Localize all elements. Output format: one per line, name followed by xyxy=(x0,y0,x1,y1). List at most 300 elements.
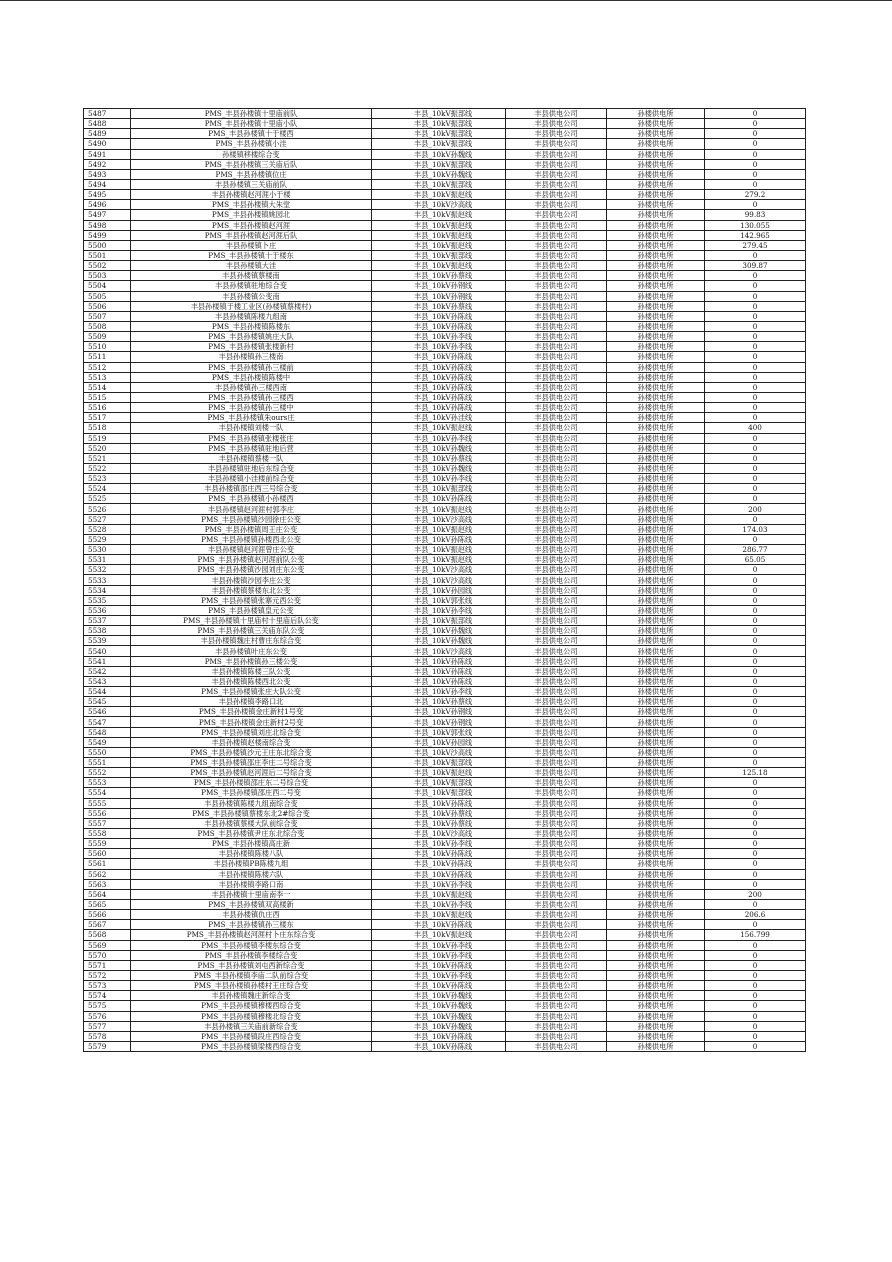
feeder-line-cell: 丰县_10kV振赵线 xyxy=(372,545,506,555)
feeder-line-cell: 丰县_10kV孙魏线 xyxy=(372,169,506,179)
power-company-cell: 丰县供电公司 xyxy=(506,413,607,423)
feeder-line-cell: 丰县_10kV沙高线 xyxy=(372,646,506,656)
table-row xyxy=(84,758,806,768)
table-row xyxy=(84,707,806,717)
power-station-cell: 孙楼供电所 xyxy=(607,352,705,362)
table-row xyxy=(84,311,806,321)
feeder-line-cell: 丰县_10kV孙魏线 xyxy=(372,991,506,1001)
capacity-value-cell: 0 xyxy=(705,311,806,321)
transformer-name-cell: 丰县孙楼镇三关庙前新综合变 xyxy=(131,1021,372,1031)
transformer-name-cell: 丰县孙楼镇李路口南 xyxy=(131,879,372,889)
row-number-cell: 5508 xyxy=(84,321,131,331)
power-company-cell: 丰县供电公司 xyxy=(506,109,607,119)
row-number-cell: 5571 xyxy=(84,960,131,970)
power-company-cell: 丰县供电公司 xyxy=(506,869,607,879)
power-station-cell: 孙楼供电所 xyxy=(607,991,705,1001)
power-company-cell: 丰县供电公司 xyxy=(506,717,607,727)
power-company-cell: 丰县供电公司 xyxy=(506,342,607,352)
table-row xyxy=(84,899,806,909)
power-company-cell: 丰县供电公司 xyxy=(506,595,607,605)
capacity-value-cell: 0 xyxy=(705,869,806,879)
table-row xyxy=(84,504,806,514)
row-number-cell: 5564 xyxy=(84,889,131,899)
table-row xyxy=(84,778,806,788)
row-number-cell: 5556 xyxy=(84,808,131,818)
row-number-cell: 5535 xyxy=(84,595,131,605)
table-row xyxy=(84,970,806,980)
power-company-cell: 丰县供电公司 xyxy=(506,889,607,899)
row-number-cell: 5574 xyxy=(84,991,131,1001)
capacity-value-cell: 0 xyxy=(705,828,806,838)
table-row xyxy=(84,382,806,392)
power-station-cell: 孙楼供电所 xyxy=(607,1041,705,1051)
feeder-line-cell: 丰县_10kV孙蔡线 xyxy=(372,271,506,281)
power-company-cell: 丰县供电公司 xyxy=(506,281,607,291)
row-number-cell: 5567 xyxy=(84,920,131,930)
capacity-value-cell: 0 xyxy=(705,271,806,281)
power-station-cell: 孙楼供电所 xyxy=(607,321,705,331)
capacity-value-cell: 0 xyxy=(705,392,806,402)
transformer-name-cell: 丰县孙楼镇PB陈楼九组 xyxy=(131,859,372,869)
transformer-name-cell: 丰县孙楼镇叶庄东公变 xyxy=(131,646,372,656)
transformer-name-cell: 丰县孙楼镇陈楼六队 xyxy=(131,869,372,879)
power-station-cell: 孙楼供电所 xyxy=(607,139,705,149)
transformer-name-cell: 丰县孙楼镇孙三楼西南 xyxy=(131,382,372,392)
feeder-line-cell: 丰县_10kV振部线 xyxy=(372,616,506,626)
table-row xyxy=(84,271,806,281)
capacity-value-cell: 0 xyxy=(705,717,806,727)
transformer-name-cell: PMS_丰县孙楼镇皇元公变 xyxy=(131,605,372,615)
table-row xyxy=(84,889,806,899)
capacity-value-cell: 0 xyxy=(705,1021,806,1031)
power-company-cell: 丰县供电公司 xyxy=(506,970,607,980)
power-company-cell: 丰县供电公司 xyxy=(506,768,607,778)
power-company-cell: 丰县供电公司 xyxy=(506,626,607,636)
power-station-cell: 孙楼供电所 xyxy=(607,433,705,443)
table-row xyxy=(84,808,806,818)
capacity-value-cell: 0 xyxy=(705,1011,806,1021)
transformer-name-cell: 丰县孙楼镇李路口北 xyxy=(131,697,372,707)
power-company-cell: 丰县供电公司 xyxy=(506,656,607,666)
capacity-value-cell: 0 xyxy=(705,372,806,382)
row-number-cell: 5576 xyxy=(84,1011,131,1021)
feeder-line-cell: 丰县_10kV孙蔡线 xyxy=(372,301,506,311)
table-row xyxy=(84,230,806,240)
capacity-value-cell: 0 xyxy=(705,443,806,453)
feeder-line-cell: 丰县_10kV孙钢线 xyxy=(372,717,506,727)
power-company-cell: 丰县供电公司 xyxy=(506,453,607,463)
capacity-value-cell: 0 xyxy=(705,656,806,666)
power-station-cell: 孙楼供电所 xyxy=(607,1011,705,1021)
capacity-value-cell: 309.87 xyxy=(705,261,806,271)
transformer-name-cell: 丰县孙楼镇孙三楼南 xyxy=(131,352,372,362)
feeder-line-cell: 丰县_10kV孙魏线 xyxy=(372,1011,506,1021)
power-station-cell: 孙楼供电所 xyxy=(607,291,705,301)
capacity-value-cell: 0 xyxy=(705,697,806,707)
transformer-name-cell: PMS_丰县孙楼镇十于楼西 xyxy=(131,129,372,139)
table-body xyxy=(84,109,806,1052)
power-station-cell: 孙楼供电所 xyxy=(607,392,705,402)
capacity-value-cell: 0 xyxy=(705,778,806,788)
power-company-cell: 丰县供电公司 xyxy=(506,169,607,179)
table-row xyxy=(84,534,806,544)
transformer-name-cell: PMS_丰县孙楼镇孙三楼东 xyxy=(131,920,372,930)
row-number-cell: 5530 xyxy=(84,545,131,555)
power-station-cell: 孙楼供电所 xyxy=(607,717,705,727)
power-company-cell: 丰县供电公司 xyxy=(506,210,607,220)
power-station-cell: 孙楼供电所 xyxy=(607,849,705,859)
transformer-name-cell: PMS_丰县孙楼镇陈楼东 xyxy=(131,321,372,331)
power-company-cell: 丰县供电公司 xyxy=(506,534,607,544)
capacity-value-cell: 0 xyxy=(705,291,806,301)
power-station-cell: 孙楼供电所 xyxy=(607,453,705,463)
row-number-cell: 5552 xyxy=(84,768,131,778)
transformer-name-cell: PMS_丰县孙楼镇大朱堂 xyxy=(131,200,372,210)
power-company-cell: 丰县供电公司 xyxy=(506,524,607,534)
capacity-value-cell: 0 xyxy=(705,494,806,504)
transformer-name-cell: PMS_丰县孙楼镇位庄 xyxy=(131,169,372,179)
feeder-line-cell: 丰县_10kV振部线 xyxy=(372,139,506,149)
table-row xyxy=(84,737,806,747)
power-station-cell: 孙楼供电所 xyxy=(607,626,705,636)
power-station-cell: 孙楼供电所 xyxy=(607,169,705,179)
table-row xyxy=(84,139,806,149)
row-number-cell: 5568 xyxy=(84,930,131,940)
power-station-cell: 孙楼供电所 xyxy=(607,808,705,818)
table-row xyxy=(84,646,806,656)
power-station-cell: 孙楼供电所 xyxy=(607,1031,705,1041)
capacity-value-cell: 0 xyxy=(705,565,806,575)
power-station-cell: 孙楼供电所 xyxy=(607,981,705,991)
table-row xyxy=(84,403,806,413)
transformer-name-cell: 丰县孙楼镇邵庄西三号综合变 xyxy=(131,484,372,494)
transformer-name-cell: PMS_丰县孙楼镇孙三楼前 xyxy=(131,362,372,372)
row-number-cell: 5504 xyxy=(84,281,131,291)
power-station-cell: 孙楼供电所 xyxy=(607,129,705,139)
feeder-line-cell: 丰县_10kV孙李线 xyxy=(372,950,506,960)
row-number-cell: 5557 xyxy=(84,818,131,828)
transformer-name-cell: 丰县孙楼镇仇庄西 xyxy=(131,910,372,920)
power-company-cell: 丰县供电公司 xyxy=(506,382,607,392)
row-number-cell: 5495 xyxy=(84,190,131,200)
capacity-value-cell: 174.03 xyxy=(705,524,806,534)
power-company-cell: 丰县供电公司 xyxy=(506,159,607,169)
capacity-value-cell: 0 xyxy=(705,616,806,626)
capacity-value-cell: 400 xyxy=(705,423,806,433)
table-row xyxy=(84,200,806,210)
transformer-name-cell: 丰县孙楼镇卜庄 xyxy=(131,240,372,250)
capacity-value-cell: 156.799 xyxy=(705,930,806,940)
transformer-name-cell: PMS_丰县孙楼镇赵河涯村卜庄东综合变 xyxy=(131,930,372,940)
feeder-line-cell: 丰县_10kV孙蔡线 xyxy=(372,453,506,463)
power-station-cell: 孙楼供电所 xyxy=(607,271,705,281)
feeder-line-cell: 丰县_10kV沙高线 xyxy=(372,565,506,575)
power-company-cell: 丰县供电公司 xyxy=(506,311,607,321)
power-station-cell: 孙楼供电所 xyxy=(607,899,705,909)
power-station-cell: 孙楼供电所 xyxy=(607,230,705,240)
transformer-name-cell: PMS_丰县孙楼镇赵河涯 xyxy=(131,220,372,230)
capacity-value-cell: 0 xyxy=(705,109,806,119)
capacity-value-cell: 0 xyxy=(705,139,806,149)
capacity-value-cell: 0 xyxy=(705,808,806,818)
transformer-name-cell: PMS_丰县孙楼镇沙元王庄东北综合变 xyxy=(131,747,372,757)
power-station-cell: 孙楼供电所 xyxy=(607,940,705,950)
feeder-line-cell: 丰县_10kV孙陈线 xyxy=(372,920,506,930)
row-number-cell: 5554 xyxy=(84,788,131,798)
feeder-line-cell: 丰县_10kV孙陈线 xyxy=(372,849,506,859)
feeder-line-cell: 丰县_10kV孙陈线 xyxy=(372,1041,506,1051)
transformer-name-cell: PMS_丰县孙楼镇姚庄大队 xyxy=(131,332,372,342)
power-station-cell: 孙楼供电所 xyxy=(607,545,705,555)
table-row xyxy=(84,220,806,230)
feeder-line-cell: 丰县_10kV孙园线 xyxy=(372,585,506,595)
power-station-cell: 孙楼供电所 xyxy=(607,443,705,453)
row-number-cell: 5579 xyxy=(84,1041,131,1051)
feeder-line-cell: 丰县_10kV孙陈线 xyxy=(372,382,506,392)
transformer-name-cell: PMS_丰县孙楼镇刘屯西新综合变 xyxy=(131,960,372,970)
transformer-name-cell: PMS_丰县孙楼镇蔡楼东北2#综合变 xyxy=(131,808,372,818)
row-number-cell: 5492 xyxy=(84,159,131,169)
table-row xyxy=(84,747,806,757)
transformer-name-cell: PMS_丰县孙楼镇张楼新村 xyxy=(131,342,372,352)
table-row xyxy=(84,423,806,433)
transformer-name-cell: PMS_丰县孙楼镇梁楼西综合变 xyxy=(131,1041,372,1051)
row-number-cell: 5542 xyxy=(84,666,131,676)
transformer-name-cell: 丰县孙楼镇刘楼一队 xyxy=(131,423,372,433)
capacity-value-cell: 0 xyxy=(705,646,806,656)
power-company-cell: 丰县供电公司 xyxy=(506,849,607,859)
capacity-value-cell: 0 xyxy=(705,839,806,849)
transformer-name-cell: 丰县孙楼镇陈楼西北公变 xyxy=(131,676,372,686)
feeder-line-cell: 丰县_10kV孙魏线 xyxy=(372,463,506,473)
capacity-value-cell: 0 xyxy=(705,119,806,129)
feeder-line-cell: 丰县_10kV孙李线 xyxy=(372,687,506,697)
power-company-cell: 丰县供电公司 xyxy=(506,291,607,301)
table-row xyxy=(84,301,806,311)
table-row xyxy=(84,636,806,646)
power-company-cell: 丰县供电公司 xyxy=(506,707,607,717)
table-row xyxy=(84,849,806,859)
transformer-name-cell: PMS_丰县孙楼镇段庄西综合变 xyxy=(131,1031,372,1041)
feeder-line-cell: 丰县_10kV孙陈线 xyxy=(372,534,506,544)
capacity-value-cell: 130.055 xyxy=(705,220,806,230)
feeder-line-cell: 丰县_10kV振部线 xyxy=(372,129,506,139)
row-number-cell: 5529 xyxy=(84,534,131,544)
capacity-value-cell: 0 xyxy=(705,940,806,950)
row-number-cell: 5513 xyxy=(84,372,131,382)
power-station-cell: 孙楼供电所 xyxy=(607,179,705,189)
row-number-cell: 5498 xyxy=(84,220,131,230)
table-row xyxy=(84,210,806,220)
capacity-value-cell: 0 xyxy=(705,636,806,646)
power-company-cell: 丰县供电公司 xyxy=(506,463,607,473)
power-company-cell: 丰县供电公司 xyxy=(506,788,607,798)
transformer-name-cell: PMS_丰县孙楼镇小孙楼西 xyxy=(131,494,372,504)
table-row xyxy=(84,413,806,423)
transformer-name-cell: 丰县孙楼镇三关庙前队 xyxy=(131,179,372,189)
feeder-line-cell: 丰县_10kV孙李线 xyxy=(372,474,506,484)
table-row xyxy=(84,910,806,920)
row-number-cell: 5516 xyxy=(84,403,131,413)
table-row xyxy=(84,828,806,838)
transformer-name-cell: PMS_丰县孙楼镇孙三楼西 xyxy=(131,392,372,402)
capacity-value-cell: 0 xyxy=(705,849,806,859)
row-number-cell: 5494 xyxy=(84,179,131,189)
power-station-cell: 孙楼供电所 xyxy=(607,382,705,392)
power-company-cell: 丰县供电公司 xyxy=(506,818,607,828)
feeder-line-cell: 丰县_10kV孙陈线 xyxy=(372,656,506,666)
power-station-cell: 孙楼供电所 xyxy=(607,494,705,504)
table-row xyxy=(84,788,806,798)
table-row xyxy=(84,352,806,362)
power-company-cell: 丰县供电公司 xyxy=(506,362,607,372)
table-row xyxy=(84,372,806,382)
row-number-cell: 5550 xyxy=(84,747,131,757)
table-row xyxy=(84,1031,806,1041)
feeder-line-cell: 丰县_10kV孙钢线 xyxy=(372,281,506,291)
row-number-cell: 5544 xyxy=(84,687,131,697)
feeder-line-cell: 丰县_10kV沙高线 xyxy=(372,828,506,838)
capacity-value-cell: 0 xyxy=(705,169,806,179)
transformer-name-cell: PMS_丰县孙楼镇邵庄西二号变 xyxy=(131,788,372,798)
capacity-value-cell: 0 xyxy=(705,332,806,342)
page-top-rule xyxy=(0,0,892,1)
power-company-cell: 丰县供电公司 xyxy=(506,494,607,504)
row-number-cell: 5515 xyxy=(84,392,131,402)
feeder-line-cell: 丰县_10kV孙陈线 xyxy=(372,392,506,402)
capacity-value-cell: 0 xyxy=(705,666,806,676)
transformer-name-cell: PMS_丰县孙楼镇沙园刘庄东公变 xyxy=(131,565,372,575)
power-station-cell: 孙楼供电所 xyxy=(607,737,705,747)
feeder-line-cell: 丰县_10kV振赵线 xyxy=(372,524,506,534)
row-number-cell: 5496 xyxy=(84,200,131,210)
row-number-cell: 5540 xyxy=(84,646,131,656)
table-row xyxy=(84,392,806,402)
capacity-value-cell: 0 xyxy=(705,1041,806,1051)
power-company-cell: 丰县供电公司 xyxy=(506,230,607,240)
capacity-value-cell: 0 xyxy=(705,687,806,697)
transformer-name-cell: PMS_丰县孙楼镇三关庙后队 xyxy=(131,159,372,169)
feeder-line-cell: 丰县_10kV孙李线 xyxy=(372,839,506,849)
power-station-cell: 孙楼供电所 xyxy=(607,646,705,656)
power-station-cell: 孙楼供电所 xyxy=(607,565,705,575)
capacity-value-cell: 99.83 xyxy=(705,210,806,220)
feeder-line-cell: 丰县_10kV孙陈线 xyxy=(372,321,506,331)
power-station-cell: 孙楼供电所 xyxy=(607,788,705,798)
power-company-cell: 丰县供电公司 xyxy=(506,828,607,838)
power-company-cell: 丰县供电公司 xyxy=(506,808,607,818)
table-row xyxy=(84,687,806,697)
row-number-cell: 5534 xyxy=(84,585,131,595)
capacity-value-cell: 286.77 xyxy=(705,545,806,555)
power-station-cell: 孙楼供电所 xyxy=(607,869,705,879)
power-company-cell: 丰县供电公司 xyxy=(506,737,607,747)
table-row xyxy=(84,960,806,970)
feeder-line-cell: 丰县_10kV振赵线 xyxy=(372,220,506,230)
row-number-cell: 5487 xyxy=(84,109,131,119)
power-station-cell: 孙楼供电所 xyxy=(607,666,705,676)
transformer-name-cell: 丰县孙楼镇大洼 xyxy=(131,261,372,271)
capacity-value-cell: 0 xyxy=(705,403,806,413)
row-number-cell: 5561 xyxy=(84,859,131,869)
power-company-cell: 丰县供电公司 xyxy=(506,433,607,443)
power-company-cell: 丰县供电公司 xyxy=(506,575,607,585)
table-row xyxy=(84,474,806,484)
transformer-name-cell: PMS_丰县孙楼镇金庄新村1号变 xyxy=(131,707,372,717)
table-row xyxy=(84,697,806,707)
transformer-name-cell: 丰县孙楼镇赵河涯小于楼 xyxy=(131,190,372,200)
power-station-cell: 孙楼供电所 xyxy=(607,697,705,707)
feeder-line-cell: 丰县_10kV孙陈线 xyxy=(372,859,506,869)
row-number-cell: 5543 xyxy=(84,676,131,686)
capacity-value-cell: 0 xyxy=(705,149,806,159)
row-number-cell: 5545 xyxy=(84,697,131,707)
feeder-line-cell: 丰县_10kV振赵线 xyxy=(372,504,506,514)
row-number-cell: 5555 xyxy=(84,798,131,808)
power-station-cell: 孙楼供电所 xyxy=(607,423,705,433)
row-number-cell: 5502 xyxy=(84,261,131,271)
table-row xyxy=(84,443,806,453)
power-company-cell: 丰县供电公司 xyxy=(506,504,607,514)
table-row xyxy=(84,453,806,463)
power-station-cell: 孙楼供电所 xyxy=(607,676,705,686)
table-row xyxy=(84,859,806,869)
power-station-cell: 孙楼供电所 xyxy=(607,585,705,595)
transformer-name-cell: PMS_丰县孙楼镇十里庙小队 xyxy=(131,119,372,129)
transformer-name-cell: PMS_丰县孙楼镇双高楼新 xyxy=(131,899,372,909)
table-row xyxy=(84,950,806,960)
power-station-cell: 孙楼供电所 xyxy=(607,220,705,230)
feeder-line-cell: 丰县_10kV沙高线 xyxy=(372,747,506,757)
power-station-cell: 孙楼供电所 xyxy=(607,616,705,626)
table-row xyxy=(84,545,806,555)
capacity-value-cell: 0 xyxy=(705,413,806,423)
power-station-cell: 孙楼供电所 xyxy=(607,930,705,940)
feeder-line-cell: 丰县_10kV沙高线 xyxy=(372,514,506,524)
transformer-name-cell: PMS_丰县孙楼镇金庄新村2号变 xyxy=(131,717,372,727)
table-row xyxy=(84,981,806,991)
feeder-line-cell: 丰县_10kV孙陈线 xyxy=(372,666,506,676)
capacity-value-cell: 0 xyxy=(705,281,806,291)
capacity-value-cell: 0 xyxy=(705,605,806,615)
row-number-cell: 5537 xyxy=(84,616,131,626)
table-row xyxy=(84,869,806,879)
power-station-cell: 孙楼供电所 xyxy=(607,859,705,869)
transformer-name-cell: PMS_丰县孙楼镇李楼东综合变 xyxy=(131,940,372,950)
power-company-cell: 丰县供电公司 xyxy=(506,1031,607,1041)
power-company-cell: 丰县供电公司 xyxy=(506,798,607,808)
power-station-cell: 孙楼供电所 xyxy=(607,758,705,768)
feeder-line-cell: 丰县_10kV孙魏线 xyxy=(372,626,506,636)
transformer-name-cell: PMS_丰县孙楼镇孙三楼中 xyxy=(131,403,372,413)
capacity-value-cell: 0 xyxy=(705,321,806,331)
feeder-line-cell: 丰县_10kV孙陈线 xyxy=(372,798,506,808)
row-number-cell: 5526 xyxy=(84,504,131,514)
transformer-table xyxy=(83,108,806,1052)
power-company-cell: 丰县供电公司 xyxy=(506,220,607,230)
capacity-value-cell: 0 xyxy=(705,1031,806,1041)
power-station-cell: 孙楼供电所 xyxy=(607,311,705,321)
row-number-cell: 5488 xyxy=(84,119,131,129)
power-station-cell: 孙楼供电所 xyxy=(607,250,705,260)
capacity-value-cell: 0 xyxy=(705,707,806,717)
power-company-cell: 丰县供电公司 xyxy=(506,555,607,565)
table-row xyxy=(84,281,806,291)
power-company-cell: 丰县供电公司 xyxy=(506,758,607,768)
table-row xyxy=(84,991,806,1001)
feeder-line-cell: 丰县_10kV振赵线 xyxy=(372,190,506,200)
power-company-cell: 丰县供电公司 xyxy=(506,899,607,909)
